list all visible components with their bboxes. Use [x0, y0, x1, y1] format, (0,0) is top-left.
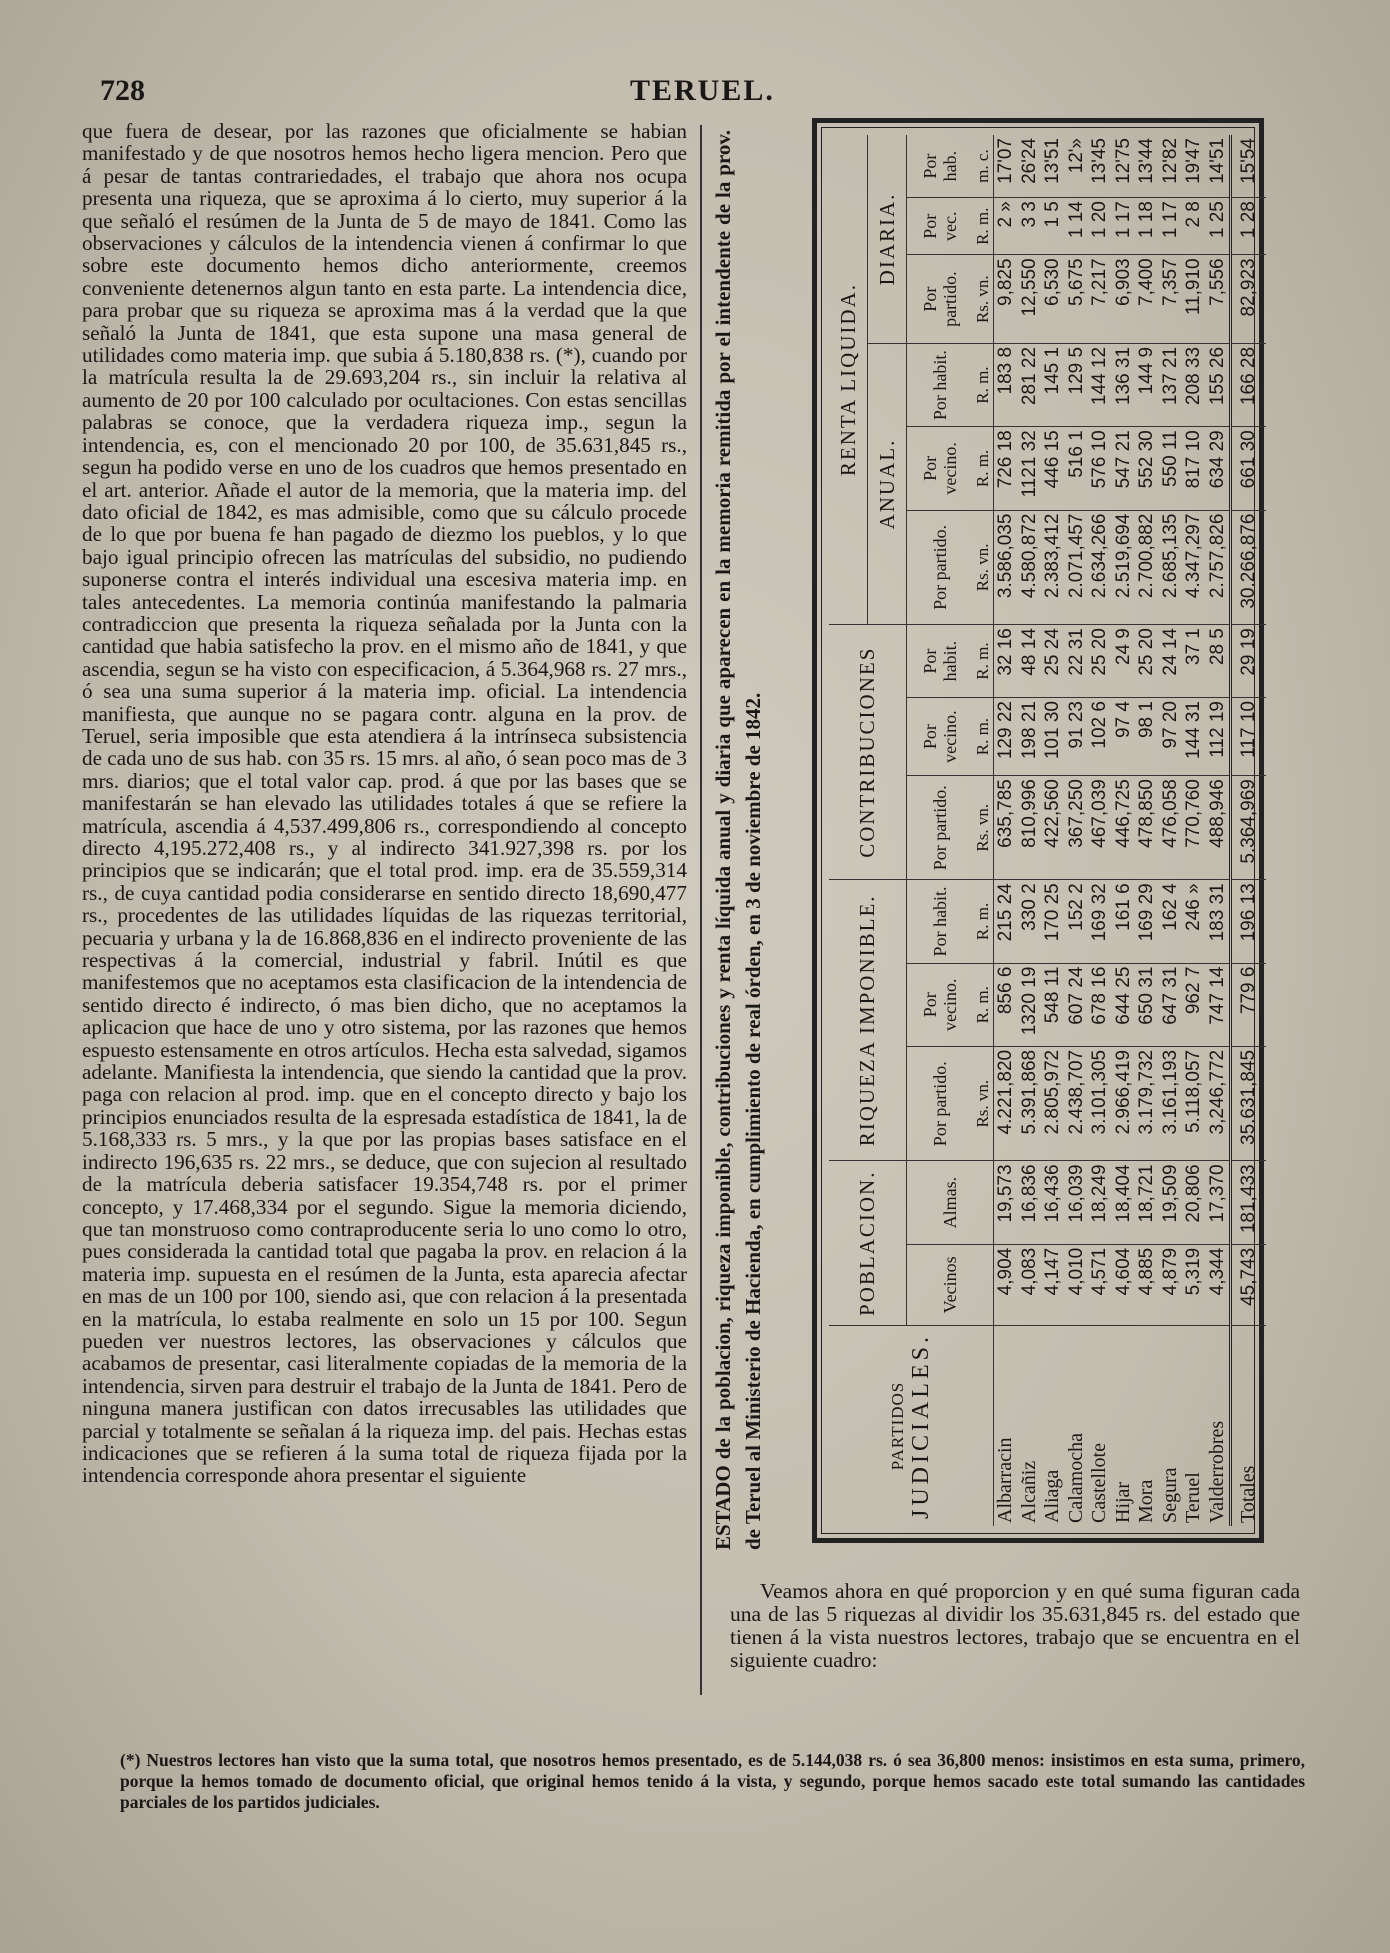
almas-cell: 16,436	[1041, 1161, 1065, 1244]
page-number: 728	[100, 74, 145, 107]
table-row	[1112, 135, 1136, 1526]
riq-por-partido-header: Por partido.	[907, 1046, 974, 1161]
unit-r-m: R. m.	[973, 625, 994, 698]
footnote: (*) Nuestros lectores han visto que la suma total, que nosotros hemos presentado, es de 5.144,038 rs. ó sea 36,800 menos: insistimos en esta suma, primero, porque la hemos tomado de documento oficial, que original hemos tenido á la vista, y segundo, porque hemos sacado este total sumando las cantidades parciales de los partidos judiciales.	[120, 1750, 1305, 1812]
ra-vecino-cell: 726 18	[994, 427, 1018, 510]
rd-vec-cell: 1 14	[1065, 198, 1089, 255]
table-row	[1065, 135, 1089, 1526]
page-header	[100, 74, 1280, 114]
con-vecino-cell: 101 30	[1041, 698, 1065, 776]
riq-vecino-cell: 650 31	[1135, 963, 1159, 1046]
ra-habit-cell: 145 1	[1041, 343, 1065, 426]
table-frame	[812, 118, 1264, 1543]
table-row	[1135, 135, 1159, 1526]
partido-cell: Mora	[1135, 1479, 1157, 1523]
riq-por-habit-header: Por habit.	[907, 880, 974, 963]
unit-r-m: R. m.	[973, 198, 994, 255]
riq-vecino-cell: 747 14	[1206, 963, 1231, 1046]
almas-cell: 18,404	[1112, 1161, 1136, 1244]
rd-partido-cell: 6,903	[1112, 255, 1136, 344]
riq-vecino-cell: 962 7	[1182, 963, 1206, 1046]
ra-vecino-cell: 661 30	[1231, 427, 1267, 510]
con-partido-cell: 5.364,969	[1231, 776, 1267, 880]
con-vecino-cell: 129 22	[994, 698, 1018, 776]
rd-vec-cell: 1 28	[1231, 198, 1267, 255]
con-vecino-cell: 112 19	[1206, 698, 1231, 776]
rd-vec-cell: 1 5	[1041, 198, 1065, 255]
riq-vecino-cell: 644 25	[1112, 963, 1136, 1046]
rd-hab-cell: 13'51	[1041, 135, 1065, 198]
body-column	[82, 120, 687, 1710]
riq-habit-cell: 196 13	[1231, 880, 1267, 963]
riq-partido-cell: 4.221,820	[994, 1046, 1018, 1161]
con-vecino-cell: 97 4	[1112, 698, 1136, 776]
ra-partido-cell: 2.071,457	[1065, 510, 1089, 625]
con-vecino-cell: 117 10	[1231, 698, 1267, 776]
almas-cell: 181,433	[1231, 1161, 1267, 1244]
ra-habit-cell: 137 21	[1159, 343, 1183, 426]
unit-r-m: R. m.	[973, 698, 994, 776]
partidos-label: PARTIDOS	[887, 1381, 907, 1471]
riq-por-vecino-header: Por vecino.	[907, 963, 974, 1046]
riq-vecino-cell: 1320 19	[1018, 963, 1042, 1046]
partido-cell: Hijar	[1111, 1481, 1134, 1523]
riq-habit-cell: 215 24	[994, 880, 1018, 963]
almas-cell: 16,836	[1018, 1161, 1042, 1244]
riq-vecino-cell: 548 11	[1041, 963, 1065, 1046]
rd-por-partido-header: Por partido.	[907, 255, 974, 344]
riq-partido-cell: 3.179,732	[1135, 1046, 1159, 1161]
rd-hab-cell: 12'»	[1065, 135, 1089, 198]
ra-partido-cell: 2.700,882	[1135, 510, 1159, 625]
ra-vecino-cell: 550 11	[1159, 427, 1183, 510]
riq-habit-cell: 169 32	[1088, 880, 1112, 963]
con-vecino-cell: 91 23	[1065, 698, 1089, 776]
riq-habit-cell: 170 25	[1041, 880, 1065, 963]
riq-habit-cell: 162 4	[1159, 880, 1183, 963]
riq-partido-cell: 2.805,972	[1041, 1046, 1065, 1161]
vecinos-cell: 4,571	[1088, 1244, 1112, 1325]
table-row	[994, 135, 1018, 1526]
vecinos-cell: 4,904	[994, 1244, 1018, 1325]
con-partido-cell: 467,039	[1088, 776, 1112, 880]
vecinos-cell: 4,879	[1159, 1244, 1183, 1325]
ra-habit-cell: 281 22	[1018, 343, 1042, 426]
almas-cell: 20,806	[1182, 1161, 1206, 1244]
riq-partido-cell: 3,246,772	[1206, 1046, 1231, 1161]
unit-rs-vn: Rs. vn.	[973, 1046, 994, 1161]
ra-por-habit-header: Por habit.	[907, 343, 974, 426]
partido-cell: Calamocha	[1064, 1433, 1087, 1523]
partido-cell: Teruel	[1182, 1472, 1204, 1523]
renta-header: RENTA LIQUIDA.	[829, 135, 868, 625]
unit-r-m: R. m.	[973, 427, 994, 510]
con-habit-cell: 24 14	[1159, 625, 1183, 698]
con-partido-cell: 446,725	[1112, 776, 1136, 880]
table-row	[1206, 135, 1231, 1526]
con-partido-cell: 476,058	[1159, 776, 1183, 880]
almas-header: Almas.	[907, 1161, 994, 1244]
almas-cell: 18,249	[1088, 1161, 1112, 1244]
con-habit-cell: 48 14	[1018, 625, 1042, 698]
ra-habit-cell: 136 31	[1112, 343, 1136, 426]
rd-vec-cell: 2 8	[1182, 198, 1206, 255]
con-por-vecino-header: Por vecino.	[907, 698, 974, 776]
con-habit-cell: 28 5	[1206, 625, 1231, 698]
partido-cell: Segura	[1158, 1467, 1181, 1523]
ra-vecino-cell: 576 10	[1088, 427, 1112, 510]
riq-partido-cell: 2.438,707	[1065, 1046, 1089, 1161]
almas-cell: 19,509	[1159, 1161, 1183, 1244]
con-habit-cell: 22 31	[1065, 625, 1089, 698]
unit-r-m-c: m. c.	[973, 135, 994, 198]
rd-vec-cell: 1 20	[1088, 198, 1112, 255]
rd-hab-cell: 17'07	[994, 135, 1018, 198]
vecinos-cell: 4,147	[1041, 1244, 1065, 1325]
poblacion-header: POBLACION.	[829, 1161, 907, 1326]
riq-partido-cell: 2.966,419	[1112, 1046, 1136, 1161]
table-row	[1088, 135, 1112, 1526]
unit-rs-vn: Rs. vn.	[973, 776, 994, 880]
anual-header: ANUAL.	[868, 343, 907, 624]
rd-partido-cell: 5,675	[1065, 255, 1089, 344]
rd-por-vec-header: Por vec.	[907, 198, 974, 255]
ra-vecino-cell: 1121 32	[1018, 427, 1042, 510]
rd-vec-cell: 1 17	[1112, 198, 1136, 255]
rd-hab-cell: 12'82	[1159, 135, 1183, 198]
table-row	[1159, 135, 1183, 1526]
rd-partido-cell: 11,910	[1182, 255, 1206, 344]
rd-hab-cell: 15'54	[1231, 135, 1267, 198]
riq-partido-cell: 35.631,845	[1231, 1046, 1267, 1161]
con-habit-cell: 25 20	[1135, 625, 1159, 698]
vecinos-cell: 4,010	[1065, 1244, 1089, 1325]
rd-vec-cell: 2 »	[994, 198, 1018, 255]
partidos-header	[829, 1326, 994, 1526]
ra-partido-cell: 4.347,297	[1182, 510, 1206, 625]
riq-habit-cell: 246 »	[1182, 880, 1206, 963]
riq-vecino-cell: 678 16	[1088, 963, 1112, 1046]
rd-hab-cell: 13'45	[1088, 135, 1112, 198]
ra-vecino-cell: 634 29	[1206, 427, 1231, 510]
con-habit-cell: 25 24	[1041, 625, 1065, 698]
ra-habit-cell: 208 33	[1182, 343, 1206, 426]
unit-r-m: R. m.	[973, 343, 994, 426]
rd-partido-cell: 9,825	[994, 255, 1018, 344]
vecinos-cell: 45,743	[1231, 1244, 1267, 1325]
con-vecino-cell: 198 21	[1018, 698, 1042, 776]
rd-vec-cell: 1 18	[1135, 198, 1159, 255]
after-table-paragraph: Veamos ahora en qué proporcion y en qué suma figuran cada una de las 5 riquezas al dividir los 35.631,845 rs. del estado que tienen á la vista nuestros lectores, trabajo que se encuentra en el siguiente cuadro:	[730, 1579, 1300, 1672]
vecinos-cell: 4,885	[1135, 1244, 1159, 1325]
rd-hab-cell: 12'75	[1112, 135, 1136, 198]
ra-habit-cell: 144 12	[1088, 343, 1112, 426]
table-caption: ESTADO de la poblacion, riqueza imponible, contribuciones y renta líquida anual y diaria que aparecen en la memoria remitida por el intendente de la prov. de Teruel al Ministerio de Hacienda, en cumplimiento de real órden, en 3 de noviembre de 1842.	[711, 130, 765, 1550]
con-habit-cell: 32 16	[994, 625, 1018, 698]
con-habit-cell: 29 19	[1231, 625, 1267, 698]
table-body	[994, 135, 1267, 1526]
riq-vecino-cell: 647 31	[1159, 963, 1183, 1046]
con-vecino-cell: 102 6	[1088, 698, 1112, 776]
riq-habit-cell: 169 29	[1135, 880, 1159, 963]
estado-table	[829, 135, 1266, 1526]
ra-partido-cell: 2.634,266	[1088, 510, 1112, 625]
con-partido-cell: 478,850	[1135, 776, 1159, 880]
riq-partido-cell: 3.161,193	[1159, 1046, 1183, 1161]
con-partido-cell: 770,760	[1182, 776, 1206, 880]
vecinos-cell: 4,083	[1018, 1244, 1042, 1325]
riq-partido-cell: 5.391,868	[1018, 1046, 1042, 1161]
body-paragraph: que fuera de desear, por las razones que oficialmente se habian manifestado y de que nosotros hemos hecho ligera mencion. Pero que á pesar de tantas contrariedades, el trabajo que ahora nos ocupa presenta una riqueza, que se aproxima á lo cierto, muy superior á la que señaló el resúmen de la Junta de 5 de mayo de 1841. Como las observaciones y cálculos de la intendencia vienen á confirmar lo que sobre este documento hemos dicho anteriormente, creemos conveniente detenernos algun tanto en esta parte. La intendencia dice, para probar que su riqueza se aproxima mas á la verdad que la que señaló la Junta de 1841, que esta supone una masa general de utilidades como materia imp. que subia á 5.180,838 rs. (*), cuando por la matrícula resulta la de 29.693,204 rs., sin incluir la relativa al aumento de 20 por 100 calculado por ocultaciones. Con estas sencillas palabras se conoce, que la verdadera riqueza imp., segun la intendencia, es, con el mencionado 20 por 100, de 35.631,845 rs., segun ha podido verse en uno de los cuadros que hemos presentado en el art. anterior. Añade el autor de la memoria, que la materia imp. del dato oficial de 1842, es mas admisible, como que su cálculo procede de lo que por buena fe han pagado de diezmo los pueblos, y lo que bajo igual principio ofrecen las matrículas del subsidio, no pudiendo suponerse contra el interés individual una escesiva materia imp. en tales antecedentes. La memoria continúa manifestando la palmaria contradiccion que presenta la riqueza señalada por la Junta con la cantidad que habia satisfecho la prov. en el mismo año de 1841, y que ascendia, segun se ha visto con especificacion, á 5.364,968 rs. 27 mrs., ó sea una suma superior á la materia imp. oficial. La intendencia manifiesta, que aunque no se pagara contr. alguna en la prov. de Teruel, seria imposible que esta atendiera á la intrínseca subsistencia de cada uno de sus hab. con 35 rs. 15 mrs. al año, ó sean poco mas de 3 mrs. diarios; que el total valor cap. prod. á que por las bases que se manifestarán se han elevado las utilidades totales á que se refiere la matrícula, ascendia á 4,537.499,806 rs., correspondiendo al concepto directo 4,195.272,408 rs., y al indirecto 341.927,398 rs. por los principios que se indicarán; que el total prod. imp. era de 35.559,314 rs., de cuya cantidad podia considerarse en sentido directo 18,690,477 rs., procedentes de las utilidades líquidas de las riquezas territorial, pecuaria y urbana y la de 16.868,836 en el indirecto proveniente de las respectivas á la comercial, industrial y fabril. Inútil es que manifestemos que no aceptamos esta clasificacion de la intendencia de sentido directo é indirecto, ó mas bien dicho, que no aceptamos la aplicacion que hace de uno y otro sistema, por las razones que hemos espuesto estensamente en otros artículos. Hecha esta salvedad, sigamos adelante. Manifiesta la intendencia, que siendo la cantidad que la prov. paga con relacion al prod. imp. que en el concepto directo y bajo los principios enunciados resulta de la espresada estadística de 1841, la de 5.168,333 rs. 5 mrs., y la que por las propias bases satisface en el indirecto 196,635 rs. 22 mrs., se deduce, que con sujecion al resultado de la matrícula deberia satisfacer 19.354,748 rs. por el primer concepto, y 17.468,334 por el segundo. Sigue la memoria diciendo, que tan monstruoso como contraproducente seria lo uno como lo otro, pues considerada la cantidad total que pagaba la prov. en relacion á la materia imp. supuesta en el resúmen de la Junta, esta aparecia afectar en mas de un 100 por 100, siendo asi, que con relacion á la presentada en la matrícula, lo estaba realmente en solo un 15 por 100. Segun pueden ver nuestros lectores, las observaciones y cálculos que acabamos de presentar, casi literalmente copiadas de la memoria de la intendencia, sirven para destruir el trabajo de la Junta de 1841. Pero de ninguna manera justifican con datos irrecusables las utilidades que parcial y totalmente se señalan á la riqueza imp. del pais. Hechas estas indicaciones que se refieren á la suma total de riqueza fijada por la intendencia corresponde ahora presentar el siguiente	[82, 120, 687, 1488]
riq-habit-cell: 330 2	[1018, 880, 1042, 963]
unit-r-m: R. m.	[973, 963, 994, 1046]
rd-hab-cell: 14'51	[1206, 135, 1231, 198]
diaria-header: DIARIA.	[868, 135, 907, 343]
ra-vecino-cell: 516 1	[1065, 427, 1089, 510]
ra-habit-cell: 144 9	[1135, 343, 1159, 426]
unit-r-m: R. m.	[973, 880, 994, 963]
ra-partido-cell: 2.757,826	[1206, 510, 1231, 625]
con-habit-cell: 24 9	[1112, 625, 1136, 698]
almas-cell: 19,573	[994, 1161, 1018, 1244]
riq-habit-cell: 183 31	[1206, 880, 1231, 963]
ra-vecino-cell: 446 15	[1041, 427, 1065, 510]
riqueza-header: RIQUEZA IMPONIBLE.	[829, 880, 907, 1161]
con-partido-cell: 422,560	[1041, 776, 1065, 880]
ra-vecino-cell: 547 21	[1112, 427, 1136, 510]
rd-partido-cell: 7,217	[1088, 255, 1112, 344]
rd-partido-cell: 7,556	[1206, 255, 1231, 344]
ra-vecino-cell: 552 30	[1135, 427, 1159, 510]
riq-partido-cell: 3.101,305	[1088, 1046, 1112, 1161]
unit-rs-vn: Rs. vn.	[973, 255, 994, 344]
rd-vec-cell: 1 25	[1206, 198, 1231, 255]
rd-hab-cell: 26'24	[1018, 135, 1042, 198]
ra-partido-cell: 3.586,035	[994, 510, 1018, 625]
riq-vecino-cell: 856 6	[994, 963, 1018, 1046]
partido-cell: Alcañiz	[1017, 1460, 1040, 1523]
vecinos-cell: 5,319	[1182, 1244, 1206, 1325]
rd-hab-cell: 13'44	[1135, 135, 1159, 198]
ra-partido-cell: 30.266,876	[1231, 510, 1267, 625]
ra-partido-cell: 4.580,872	[1018, 510, 1042, 625]
rd-partido-cell: 82,923	[1231, 255, 1267, 344]
riq-vecino-cell: 779 6	[1231, 963, 1267, 1046]
con-por-habit-header: Por habit.	[907, 625, 974, 698]
con-partido-cell: 810,996	[1018, 776, 1042, 880]
ra-partido-cell: 2.685,135	[1159, 510, 1183, 625]
rotated-table-area	[708, 118, 1283, 1558]
rd-partido-cell: 7,357	[1159, 255, 1183, 344]
riq-partido-cell: 5.118,057	[1182, 1046, 1206, 1161]
con-habit-cell: 25 20	[1088, 625, 1112, 698]
rd-partido-cell: 12,550	[1018, 255, 1042, 344]
partido-cell: Castellote	[1088, 1443, 1110, 1523]
ra-habit-cell: 166 28	[1231, 343, 1267, 426]
con-partido-cell: 635,785	[994, 776, 1018, 880]
vecinos-header: Vecinos	[907, 1244, 994, 1325]
column-rule	[700, 125, 702, 1695]
rd-vec-cell: 1 17	[1159, 198, 1183, 255]
rd-partido-cell: 6,530	[1041, 255, 1065, 344]
rd-por-hab-header: Por hab.	[907, 135, 974, 198]
partido-cell: Aliaga	[1041, 1469, 1063, 1523]
ra-por-vecino-header: Por vecino.	[907, 427, 974, 510]
after-table-text	[730, 1580, 1300, 1672]
partido-cell: Albarracin	[994, 1437, 1016, 1523]
unit-rs-vn: Rs. vn.	[973, 510, 994, 625]
judiciales-label: JUDICIALES.	[907, 1333, 934, 1520]
ra-habit-cell: 129 5	[1065, 343, 1089, 426]
running-title: TERUEL.	[630, 74, 775, 107]
vecinos-cell: 4,604	[1112, 1244, 1136, 1325]
almas-cell: 16,039	[1065, 1161, 1089, 1244]
riq-habit-cell: 152 2	[1065, 880, 1089, 963]
ra-habit-cell: 183 8	[994, 343, 1018, 426]
almas-cell: 17,370	[1206, 1161, 1231, 1244]
table-row	[1018, 135, 1042, 1526]
con-por-partido-header: Por partido.	[907, 776, 974, 880]
ra-habit-cell: 155 26	[1206, 343, 1231, 426]
riq-vecino-cell: 607 24	[1065, 963, 1089, 1046]
table-row	[1041, 135, 1065, 1526]
rd-partido-cell: 7,400	[1135, 255, 1159, 344]
con-vecino-cell: 144 31	[1182, 698, 1206, 776]
riq-habit-cell: 161 6	[1112, 880, 1136, 963]
con-habit-cell: 37 1	[1182, 625, 1206, 698]
totals-row	[1231, 135, 1267, 1526]
con-partido-cell: 367,250	[1065, 776, 1089, 880]
con-vecino-cell: 98 1	[1135, 698, 1159, 776]
ra-partido-cell: 2.519,694	[1112, 510, 1136, 625]
ra-vecino-cell: 817 10	[1182, 427, 1206, 510]
contribuciones-header: CONTRIBUCIONES	[829, 625, 907, 880]
con-vecino-cell: 97 20	[1159, 698, 1183, 776]
rd-hab-cell: 19'47	[1182, 135, 1206, 198]
vecinos-cell: 4,344	[1206, 1244, 1231, 1325]
ra-partido-cell: 2.383,412	[1041, 510, 1065, 625]
con-partido-cell: 488,946	[1206, 776, 1231, 880]
table-row	[1182, 135, 1206, 1526]
ra-por-partido-header: Por partido.	[907, 510, 974, 625]
partido-cell: Valderrobres	[1205, 1420, 1228, 1523]
partido-cell: Totales	[1231, 1326, 1267, 1526]
almas-cell: 18,721	[1135, 1161, 1159, 1244]
rd-vec-cell: 3 3	[1018, 198, 1042, 255]
